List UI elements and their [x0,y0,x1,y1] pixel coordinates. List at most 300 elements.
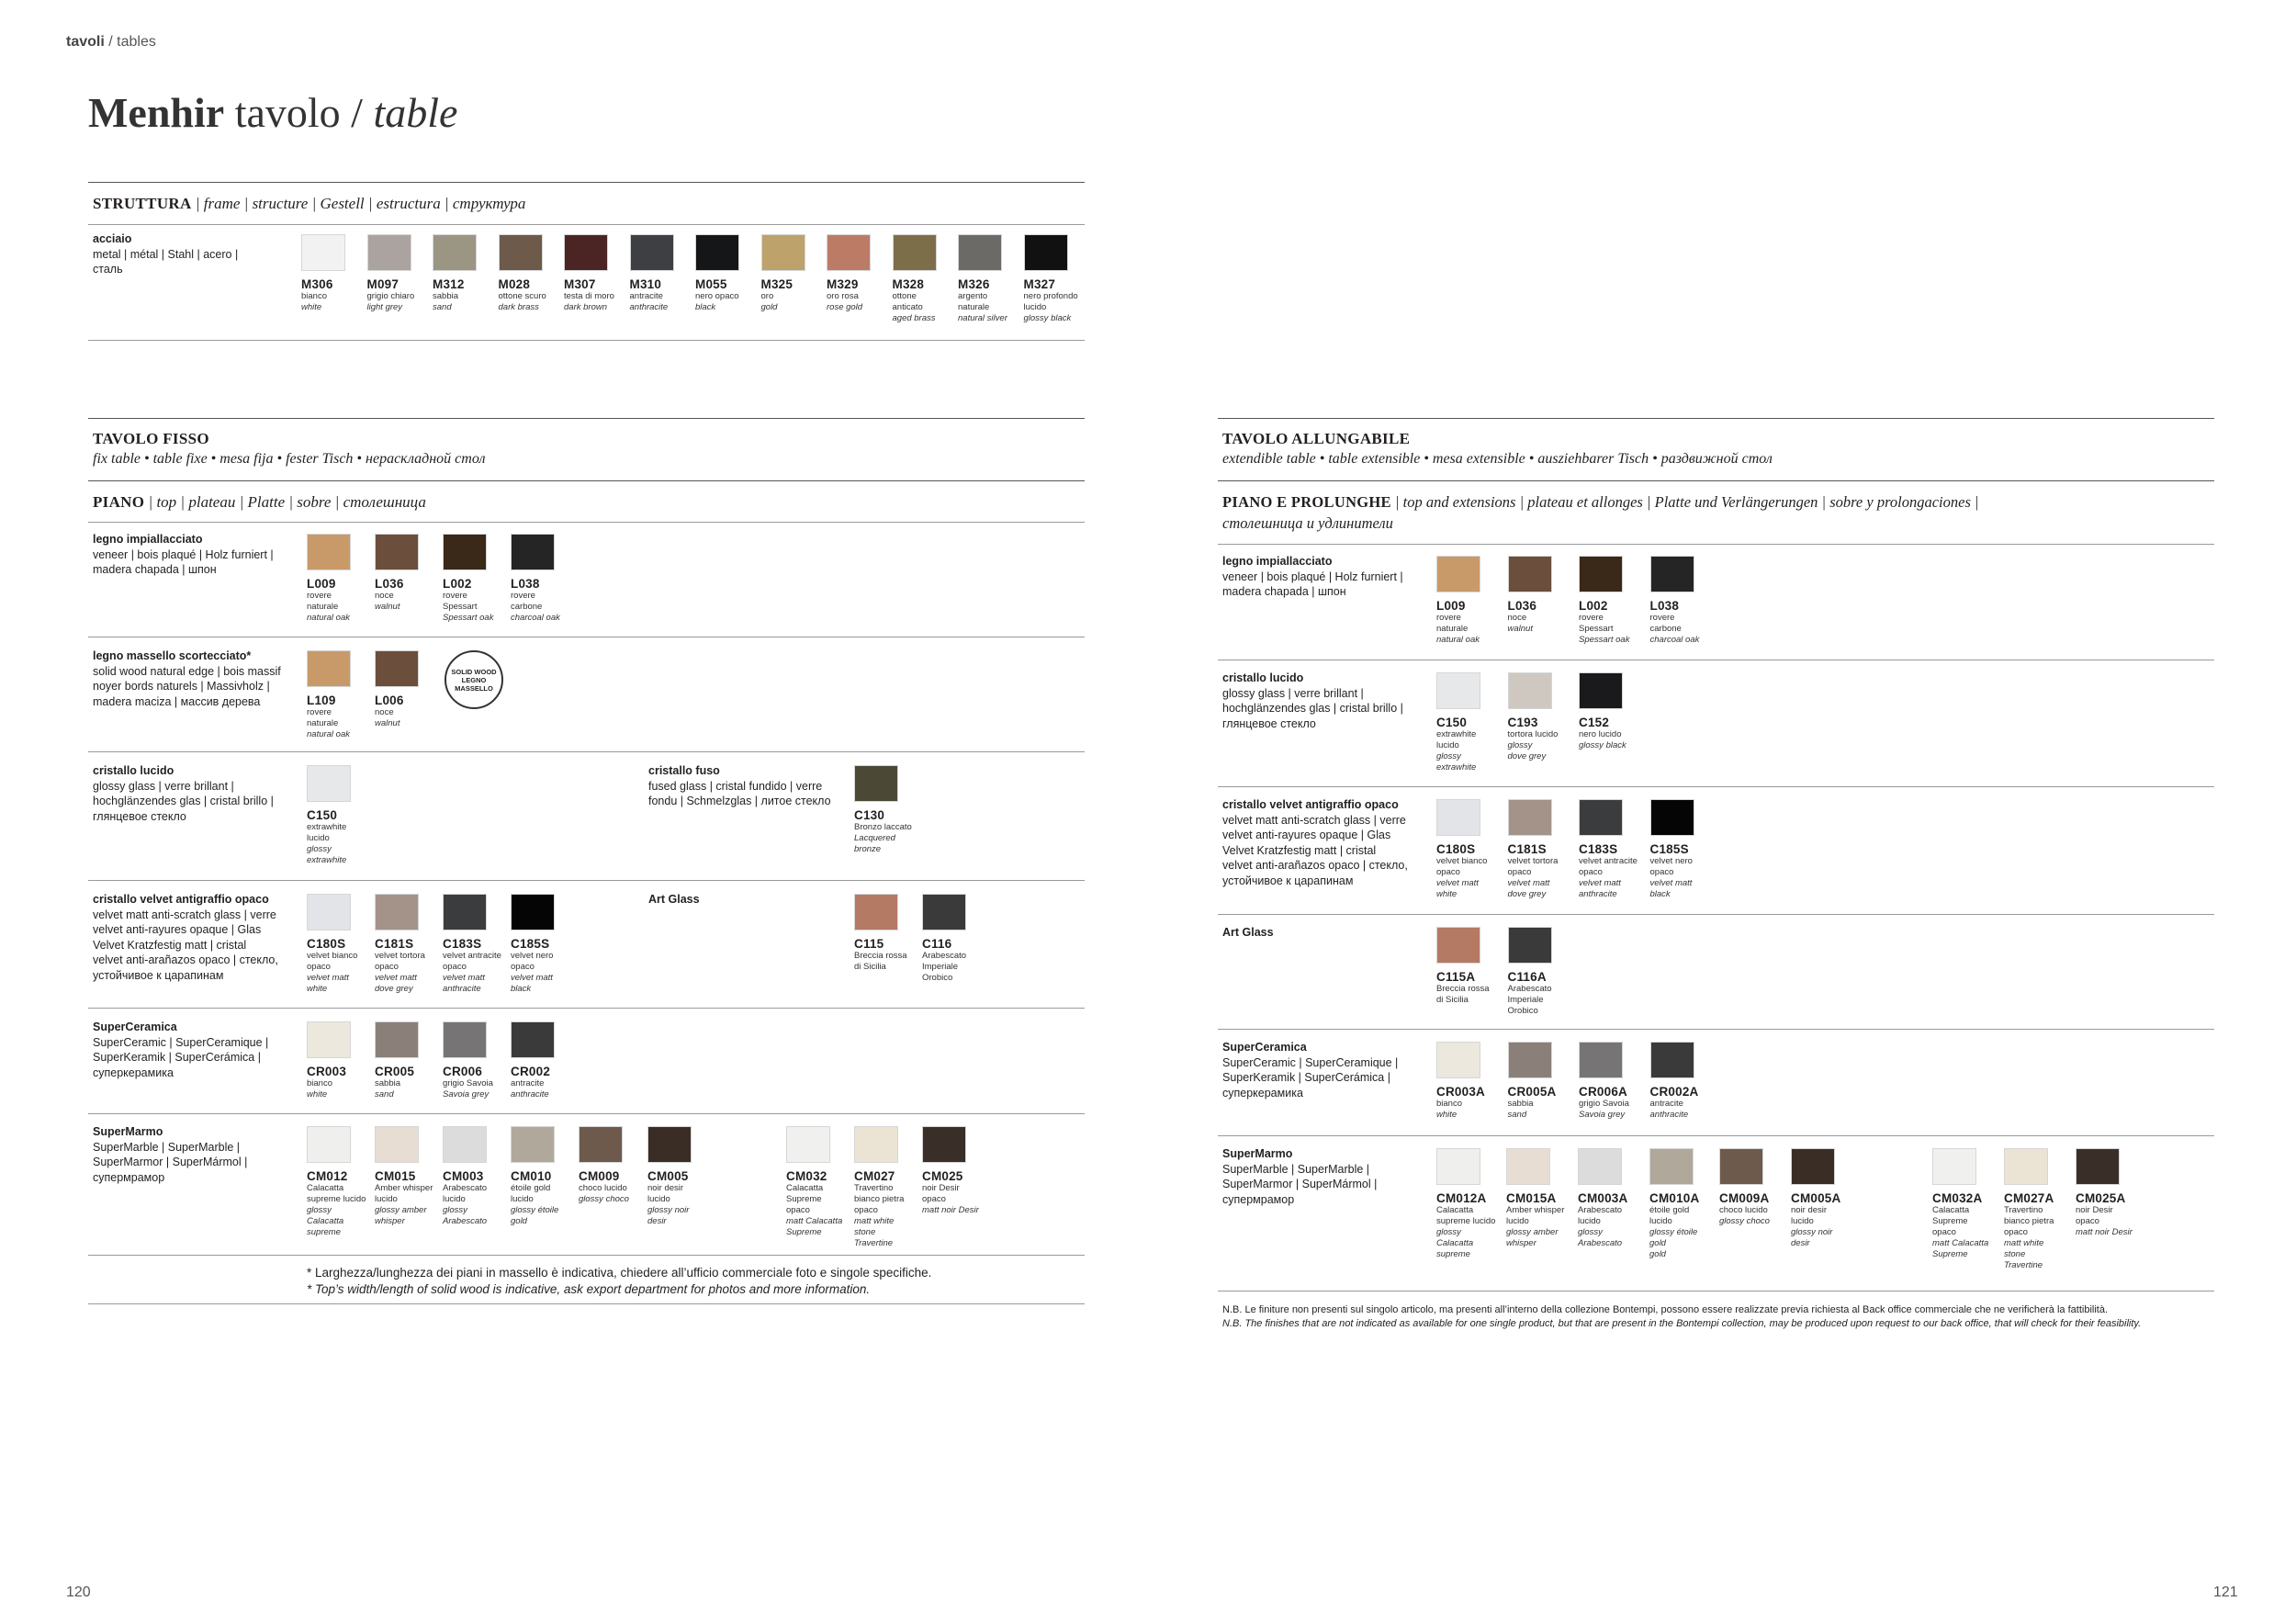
swatch[interactable] [893,234,953,324]
swatch-chip[interactable] [647,1126,692,1163]
swatch-code: C152 [1579,716,1610,729]
swatch-code: L036 [1507,599,1537,613]
swatch[interactable] [375,894,435,995]
row-label [1222,1146,1377,1207]
swatch[interactable] [1436,1042,1497,1121]
swatch-name-en: velvet matt dove grey [375,973,417,994]
swatch-code: CM005 [647,1169,689,1183]
swatch-chip[interactable] [307,765,351,802]
swatch-code: C116 [922,937,952,951]
swatch-name-en: white [301,302,322,312]
swatch-code: L038 [1649,599,1680,613]
divider [1218,786,2214,787]
swatch[interactable] [301,234,362,313]
swatch[interactable] [630,234,691,313]
swatch-code: CR002A [1649,1085,1699,1099]
swatch-code: M328 [892,277,925,291]
swatch-chip[interactable] [922,1126,966,1163]
swatch[interactable] [307,534,367,624]
swatch[interactable] [307,1126,367,1238]
swatch-name-en: glossy étoile gold gold [1649,1227,1698,1259]
swatch-code: CM003A [1578,1191,1628,1205]
divider [1218,480,2214,481]
swatch-name: noir desir lucido [1791,1205,1828,1226]
swatch-name: Arabescato Imperiale Orobico [922,951,967,983]
swatch[interactable] [695,234,756,313]
swatch-name: sabbia [433,291,458,301]
allungabile-subtitle [1222,451,1773,468]
swatch-code: L009 [307,577,336,591]
swatch[interactable] [761,234,822,313]
swatch-code: M327 [1023,277,1056,291]
row-desc: glossy glass | verre brillant | hochglänzendes glas | cristal brillo | глянцевое стекло [1222,686,1403,730]
swatch-name-en: sand [1507,1110,1527,1120]
swatch-name-en: velvet matt anthracite [443,973,485,994]
swatch-chip[interactable] [1508,556,1552,592]
swatch-name: Bronzo laccato [854,822,912,832]
allungabile-piano-heading-2 [1222,514,1393,533]
row-desc: velvet matt anti-scratch glass | verre velvet anti-rayures opaque | Glas Velvet Kratzfestig matt | cristal velvet anti-arañazos opaco | стекло, устойчивое к царапинам [93,908,278,982]
divider [1218,544,2214,545]
swatch[interactable] [307,650,367,740]
swatch[interactable] [1932,1148,1993,1260]
swatch-chip[interactable] [695,234,739,271]
swatch[interactable] [511,534,571,624]
swatch[interactable] [1579,556,1639,646]
row-desc: metal | métal | Stahl | acero | сталь [93,247,239,276]
swatch-name: noce [375,707,394,717]
swatch-code: CR002 [511,1065,551,1078]
swatch-chip[interactable] [443,1021,487,1058]
swatch-name-en: walnut [375,718,400,728]
swatch-chip[interactable] [2004,1148,2048,1185]
swatch-name: Arabescato lucido [443,1183,488,1204]
swatch-name: rovere carbone [511,591,543,612]
swatch-chip[interactable] [511,1126,555,1163]
swatch[interactable] [307,894,367,995]
swatch-name: velvet tortora opaco [1507,856,1559,877]
swatch-name-en: glossy choco [579,1194,629,1204]
row-desc: SuperCeramic | SuperCeramique | SuperKeramik | SuperCerámica | суперкерамика [93,1035,269,1079]
swatch[interactable] [1436,556,1497,646]
swatch[interactable] [854,894,915,973]
swatch-name: nero profondo lucido [1023,291,1078,312]
swatch-chip[interactable] [1506,1148,1550,1185]
fisso-piano: PIANO [93,493,145,511]
swatch-chip[interactable] [1024,234,1068,271]
swatch-chip[interactable] [786,1126,830,1163]
row-name: cristallo lucido [1222,671,1304,684]
swatch-chip[interactable] [301,234,345,271]
swatch-chip[interactable] [375,650,419,687]
swatch-name: Arabescato lucido [1578,1205,1623,1226]
allungabile-piano-tr: | top and extensions | plateau et allonges | Platte und Verlängerungen | sobre y prolongaciones | [1395,493,1979,511]
swatch[interactable] [1436,1148,1497,1260]
swatch-chip[interactable] [1650,799,1694,836]
struttura-heading [93,195,525,213]
divider [88,1113,1085,1114]
fisso-subtitle [93,451,485,468]
swatch[interactable] [786,1126,847,1238]
allungabile-piano-heading [1222,493,1979,512]
row-desc: velvet matt anti-scratch glass | verre velvet anti-rayures opaque | Glas Velvet Kratzfestig matt | cristal velvet anti-arañazos opaco | стекло, устойчивое к царапинам [1222,813,1408,887]
swatch[interactable] [443,1126,503,1227]
swatch-chip[interactable] [1436,556,1480,592]
swatch-code: L002 [443,577,472,591]
swatch[interactable] [367,234,428,313]
swatch-chip[interactable] [854,765,898,802]
struttura-row-label [93,231,238,277]
swatch[interactable] [1650,1042,1711,1121]
swatch-chip[interactable] [893,234,937,271]
swatch-chip[interactable] [1436,672,1480,709]
fisso-title: TAVOLO FISSO [93,430,209,447]
swatch-chip[interactable] [1579,799,1623,836]
swatch-chip[interactable] [1508,1042,1552,1078]
swatch-code: M329 [827,277,859,291]
swatch-chip[interactable] [443,1126,487,1163]
swatch-chip[interactable] [1508,672,1552,709]
swatch[interactable] [2004,1148,2065,1271]
swatch-name: rovere Spessart [1579,613,1614,634]
swatch[interactable] [1508,1042,1569,1121]
swatch-chip[interactable] [1436,927,1480,964]
swatch-name: velvet nero opaco [511,951,554,972]
swatch-chip[interactable] [2076,1148,2120,1185]
swatch[interactable] [1508,672,1569,762]
swatch-chip[interactable] [307,650,351,687]
swatch[interactable] [1649,1148,1710,1260]
fisso-sub: fix table • table fixe • mesa fija • fester Tisch • нераскладной стол [93,451,486,467]
breadcrumb [66,34,156,51]
swatch-chip[interactable] [1579,556,1623,592]
swatch-name-en: matt white stone Travertine [2004,1238,2044,1270]
swatch-name-en: walnut [375,602,400,612]
swatch-name: noce [1507,613,1527,623]
swatch-chip[interactable] [1578,1148,1622,1185]
swatch[interactable] [922,1126,983,1216]
swatch-code: CM032 [786,1169,827,1183]
swatch-chip[interactable] [1650,1042,1694,1078]
swatch-chip[interactable] [564,234,608,271]
swatch-name-en: velvet matt white [1436,878,1479,899]
swatch[interactable] [1436,927,1497,1006]
swatch-name-en: black [695,302,716,312]
struttura-title: STRUTTURA [93,195,192,212]
row-label [93,1020,268,1080]
swatch-name: rovere naturale [307,591,339,612]
swatch[interactable] [433,234,493,313]
swatch[interactable] [1791,1148,1851,1249]
swatch-chip[interactable] [854,1126,898,1163]
swatch-name-en: aged brass [892,313,936,323]
swatch-chip[interactable] [499,234,543,271]
swatch[interactable] [1579,1042,1639,1121]
swatch-name-en: matt noir Desir [922,1205,979,1215]
swatch[interactable] [1508,927,1569,1017]
swatch-chip[interactable] [1649,1148,1694,1185]
swatch-code: C180S [1436,842,1476,856]
swatch-code: L009 [1436,599,1466,613]
swatch[interactable] [1579,672,1639,751]
swatch[interactable] [922,894,983,984]
swatch[interactable] [375,650,435,729]
swatch[interactable] [511,894,571,995]
swatch-name-en: glossy extrawhite [1436,751,1477,773]
swatch-chip[interactable] [827,234,871,271]
swatch-code: CM012A [1436,1191,1487,1205]
row-name: legno impiallacciato [1222,555,1333,568]
row-desc: veneer | bois plaqué | Holz furniert | madera chapada | шпон [93,547,274,576]
swatch[interactable] [564,234,625,313]
swatch-name-en: charcoal oak [511,613,560,623]
swatch-name: ottone anticato [892,291,923,312]
fisso-note-en: * Top’s width/length of solid wood is indicative, ask export department for photos and more information. [307,1282,871,1296]
struttura-translations: | frame | structure | Gestell | estructura | структура [195,195,526,212]
swatch-chip[interactable] [375,1021,419,1058]
swatch-chip[interactable] [367,234,411,271]
swatch-code: CM003 [443,1169,484,1183]
swatch-chip[interactable] [1579,672,1623,709]
swatch[interactable] [375,534,435,613]
title-italic: table [373,89,458,136]
divider [88,880,1085,881]
swatch[interactable] [499,234,559,313]
swatch-chip[interactable] [307,1021,351,1058]
swatch-name: Calacatta Supreme opaco [1932,1205,1970,1237]
swatch-chip[interactable] [1436,1148,1480,1185]
swatch-name: extrawhite lucido [307,822,347,843]
swatch-name-en: Savoia grey [443,1089,490,1100]
swatch[interactable] [2076,1148,2136,1238]
swatch-code: M310 [629,277,662,291]
swatch-chip[interactable] [511,894,555,930]
swatch[interactable] [307,765,367,866]
swatch-chip[interactable] [511,1021,555,1058]
swatch-code: CM025A [2076,1191,2126,1205]
swatch-chip[interactable] [1791,1148,1835,1185]
row-name: Art Glass [648,893,700,906]
swatch-chip[interactable] [307,534,351,570]
allungabile-title: TAVOLO ALLUNGABILE [1222,430,1411,447]
swatch-name: rovere naturale [1436,613,1469,634]
swatch-chip[interactable] [443,534,487,570]
swatch-name-en: anthracite [629,302,669,312]
swatch-chip[interactable] [1719,1148,1763,1185]
swatch[interactable] [1579,799,1639,900]
row-name: Art Glass [1222,926,1274,939]
swatch-code: CM005A [1791,1191,1841,1205]
swatch-code: C185S [511,937,550,951]
swatch-chip[interactable] [854,894,898,930]
swatch-name-en: glossy noir desir [647,1205,690,1226]
swatch[interactable] [579,1126,639,1205]
swatch-name: noce [375,591,394,601]
swatch-name-en: glossy extrawhite [307,844,347,865]
swatch-chip[interactable] [579,1126,623,1163]
swatch-code: M028 [498,277,531,291]
swatch[interactable] [1436,672,1497,773]
row-desc: veneer | bois plaqué | Holz furniert | madera chapada | шпон [1222,570,1403,598]
swatch[interactable] [1506,1148,1567,1249]
swatch-name-en: glossy Calacatta supreme [307,1205,344,1237]
swatch[interactable] [827,234,887,313]
swatch[interactable] [443,1021,503,1100]
swatch-name-en: velvet matt white [307,973,349,994]
swatch-code: C130 [854,808,885,822]
swatch-chip[interactable] [443,894,487,930]
divider [88,224,1085,225]
divider [88,1008,1085,1009]
swatch[interactable] [1578,1148,1638,1249]
swatch-name: sabbia [1507,1099,1534,1109]
row-label [1222,554,1403,600]
swatch-name-en: charcoal oak [1649,635,1700,645]
swatch-chip[interactable] [1650,556,1694,592]
swatch[interactable] [375,1126,435,1227]
swatch-chip[interactable] [375,1126,419,1163]
swatch[interactable] [1024,234,1085,324]
swatch-chip[interactable] [1508,927,1552,964]
swatch[interactable] [511,1126,571,1227]
divider [88,1303,1085,1304]
swatch-chip[interactable] [630,234,674,271]
swatch-chip[interactable] [433,234,477,271]
swatch[interactable] [854,765,915,855]
swatch-chip[interactable] [511,534,555,570]
swatch-name-en: glossy Arabescato [443,1205,488,1226]
swatch-chip[interactable] [958,234,1002,271]
swatch-chip[interactable] [1579,1042,1623,1078]
swatch-name: testa di moro [564,291,614,301]
swatch-name-en: sand [375,1089,394,1100]
allungabile-note-en: N.B. The finishes that are not indicated as available for one single product, but that are present in the Bontempi collection, may be produced upon request to our back office, that will check for their feasibility. [1222,1318,2142,1329]
swatch[interactable] [1508,556,1569,635]
title-bold: Menhir [88,89,225,136]
swatch-chip[interactable] [1508,799,1552,836]
allungabile-sub: extendible table • table extensible • mesa extensible • ausziehbarer Tisch • раздвижной стол [1222,451,1773,467]
allungabile-piano: PIANO E PROLUNGHE [1222,493,1391,511]
swatch-name: Amber whisper lucido [1506,1205,1565,1226]
swatch[interactable] [1508,799,1569,900]
swatch-name: choco lucido [1719,1205,1768,1215]
swatch-name: argento naturale [958,291,990,312]
divider [1218,914,2214,915]
swatch-code: C183S [1579,842,1618,856]
swatch-name: Arabescato Imperiale Orobico [1507,984,1552,1016]
swatch-name: extrawhite lucido [1436,729,1477,750]
swatch-name: grigio chiaro [366,291,415,301]
swatch-name-en: glossy black [1579,740,1626,750]
swatch-chip[interactable] [1932,1148,1976,1185]
swatch-name-en: anthracite [511,1089,549,1100]
title-normal: tavolo / [234,89,363,136]
swatch-chip[interactable] [922,894,966,930]
swatch[interactable] [1650,556,1711,646]
swatch-name: oro rosa [827,291,859,301]
swatch[interactable] [958,234,1019,324]
swatch-name: antracite [511,1078,545,1088]
swatch[interactable] [1436,799,1497,900]
swatch-name-en: glossy amber whisper [1506,1227,1559,1248]
swatch[interactable] [511,1021,571,1100]
row-name: cristallo fuso [648,764,720,777]
breadcrumb-main[interactable]: tavoli [66,34,105,50]
swatch-name: antracite [629,291,663,301]
row-name: cristallo velvet antigraffio opaco [93,893,269,906]
swatch-name: velvet bianco opaco [307,951,358,972]
swatch-chip[interactable] [307,894,351,930]
swatch-name-en: glossy choco [1719,1216,1770,1226]
swatch-name: velvet antracite opaco [1579,856,1638,877]
swatch-code: L038 [511,577,540,591]
page-number-left: 120 [66,1585,91,1600]
swatch[interactable] [307,1021,367,1100]
swatch-code: M326 [958,277,990,291]
swatch-name: Breccia rossa di Sicilia [854,951,907,972]
row-label [93,1124,247,1185]
swatch-name-en: Savoia grey [1579,1110,1626,1120]
row-label [1222,671,1403,731]
swatch-chip[interactable] [1436,1042,1480,1078]
swatch-name-en: matt Calacatta Supreme [786,1216,843,1237]
swatch-chip[interactable] [761,234,805,271]
swatch-name-en: glossy étoile gold [511,1205,559,1226]
swatch[interactable] [1719,1148,1780,1227]
swatch-code: CM010A [1649,1191,1700,1205]
swatch-name-en: Lacquered bronze [854,833,895,854]
swatch-chip[interactable] [375,894,419,930]
swatch-name: noir Desir opaco [922,1183,960,1204]
swatch-code: C115A [1436,970,1476,984]
swatch[interactable] [1650,799,1711,900]
divider [1218,1135,2214,1136]
swatch[interactable] [443,534,503,624]
divider [88,751,1085,752]
row-desc: SuperMarble | SuperMarble | SuperMarmor | SuperMármol | супермрамор [93,1140,248,1184]
swatch[interactable] [854,1126,915,1249]
swatch-code: L002 [1579,599,1608,613]
swatch-name-en: glossy Calacatta supreme [1436,1227,1474,1259]
swatch-code: CR006A [1579,1085,1627,1099]
row-name: legno impiallacciato [93,533,203,546]
swatch-name: rovere Spessart [443,591,478,612]
fisso-heading [93,430,209,448]
swatch-chip[interactable] [307,1126,351,1163]
swatch-name: tortora lucido [1507,729,1559,739]
swatch[interactable] [375,1021,435,1100]
swatch-name: oro [760,291,774,301]
row-name: SuperCeramica [1222,1041,1307,1054]
divider [88,522,1085,523]
fisso-note-it: * Larghezza/lunghezza dei piani in massello è indicativa, chiedere all’ufficio commerciale foto e singole specifiche. [307,1266,932,1280]
swatch-name: grigio Savoia [443,1078,493,1088]
swatch-name-en: velvet matt dove grey [1507,878,1550,899]
swatch-name-en: walnut [1507,624,1533,634]
swatch-chip[interactable] [375,534,419,570]
divider [88,1255,1085,1256]
swatch-name-en: dark brown [564,302,607,312]
swatch[interactable] [647,1126,708,1227]
swatch-code: M307 [564,277,596,291]
swatch-name-en: natural oak [307,613,351,623]
swatch-name-en: natural oak [307,729,351,739]
swatch[interactable] [443,894,503,995]
swatch-name-en: natural silver [958,313,1007,323]
row-label [93,648,281,709]
row-label [93,763,274,824]
swatch-chip[interactable] [1436,799,1480,836]
